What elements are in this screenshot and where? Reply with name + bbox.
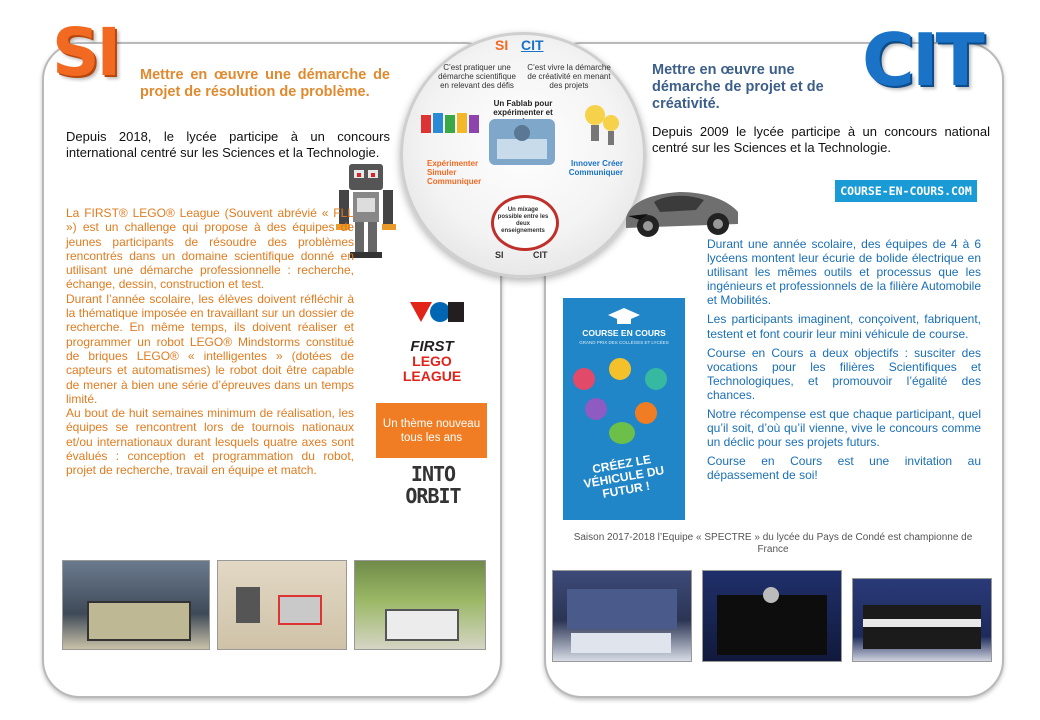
track-shape <box>571 633 671 653</box>
si-intro: Depuis 2018, le lycée participe à un concours international centré sur les Sciences et la Technologie. <box>66 129 390 160</box>
cit-heading: Mettre en œuvre une démarche de projet et de créativité. <box>652 62 824 112</box>
team-shape <box>863 605 981 649</box>
poster-slogan: CRÉEZ LE VÉHICULE DU FUTUR ! <box>582 452 666 501</box>
circle-cit-text: C’est vivre la démarche de créativité en menant des projets <box>527 63 611 90</box>
orbit-logo-orbit: ORBIT <box>405 484 461 508</box>
circle-si-verbs: Expérimenter Simuler Communiquer <box>427 159 482 186</box>
cit-paragraph: Durant une année scolaire, des équipes de 4 à 6 lycéens montent leur écurie de bolide électrique en utilisant les mêmes outils et processus que les ingénieurs et professionnels de la filière Automobile et Mobilités. <box>707 237 981 308</box>
into-orbit-logo <box>400 463 466 517</box>
cit-photo-1 <box>552 570 692 662</box>
robot-shape <box>278 595 322 625</box>
fll-paragraph: Durant l’année scolaire, les élèves doivent réfléchir à la thématique imposée en travaillant sur un dossier de recherche. En même temps, ils doivent réaliser et programmer un robot LEGO® Mindstorms constitué de briques LEGO® « intelligentes » (dotées de capteurs et automatismes) le robot doit être capable de mener à bien une série d’épreuves dans un temps limité. <box>66 291 354 406</box>
circle-center-text: Un mixage possible entre les deux enseignements <box>497 207 549 234</box>
fll-photo-3 <box>354 560 486 650</box>
fll-photo-2 <box>217 560 347 650</box>
poster-bubble-icon <box>573 368 595 390</box>
circle-fablab-text: Un Fablab pour expérimenter et <box>493 99 553 117</box>
cit-big-title: CIT <box>862 18 982 102</box>
si-big-title: SI <box>52 14 119 91</box>
cit-intro: Depuis 2009 le lycée participe à un concours national centré sur les Sciences et la Technologie. <box>652 124 990 155</box>
fll-logo-first: FIRST <box>410 338 454 355</box>
si-heading: Mettre en œuvre une démarche de projet de résolution de problème. <box>140 67 390 100</box>
fll-photo-1 <box>62 560 210 650</box>
cit-photo-2 <box>702 570 842 662</box>
fll-description <box>66 206 354 478</box>
lightbulb-figures-icon <box>581 101 621 149</box>
cit-description <box>707 237 981 488</box>
poster-bubble-icon <box>635 402 657 424</box>
circle-bottom-si: SI <box>495 250 504 260</box>
circle-bottom-cit: CIT <box>533 250 548 260</box>
spectre-caption: Saison 2017-2018 l’Equipe « SPECTRE » du lycée du Pays de Condé est championne de France <box>573 532 973 555</box>
graduation-cap-icon <box>607 306 641 326</box>
cit-paragraph: Notre récompense est que chaque participant, quel qu’il soit, d’où qu’il vienne, vive le concours comme un déclic pour ses projets futurs. <box>707 407 981 450</box>
poster-bubble-icon <box>645 368 667 390</box>
robot-shape <box>236 587 260 623</box>
fll-logo-league: LEAGUE <box>402 368 462 384</box>
team-shape <box>567 589 677 629</box>
field-shape <box>385 609 459 641</box>
poster-bubble-icon <box>585 398 607 420</box>
cit-paragraph: Course en Cours est une invitation au dépassement de soi! <box>707 454 981 483</box>
circle-cit-label: CIT <box>521 37 544 53</box>
circle-si-text: C’est pratiquer une démarche scientifique en relevant des défis <box>438 63 516 90</box>
circle-si-label: SI <box>495 37 509 53</box>
poster-title: COURSE EN COURS <box>582 328 666 338</box>
cit-photo-3 <box>852 578 992 662</box>
team-shape <box>717 595 827 655</box>
course-en-cours-poster <box>563 298 685 520</box>
shirt-shape <box>863 619 981 627</box>
fll-table-shape <box>87 601 191 641</box>
fll-paragraph: Au bout de huit semaines minimum de réalisation, les équipes se rencontrent lors de tournois nationaux et/ou internationaux durant lesquels quatre axes sont évalués : conception et programmation du robot, projet de recherche, travail en équipe et match. <box>66 406 354 478</box>
poster-bubble-icon <box>609 422 635 444</box>
orbit-logo-into: INTO <box>410 462 456 486</box>
cit-paragraph: Les participants imaginent, conçoivent, fabriquent, testent et font courir leur mini véhicule de course. <box>707 312 981 341</box>
fll-logo-lego: LEGO <box>412 353 452 369</box>
first-triangle-icon <box>396 300 468 334</box>
circle-cit-verbs: Innover Créer Communiquer <box>568 159 623 177</box>
mask-shape <box>763 587 779 603</box>
lego-figures-icon <box>419 107 481 137</box>
course-en-cours-link[interactable]: COURSE-EN-COURS.COM <box>835 180 977 202</box>
cit-paragraph: Course en Cours a deux objectifs : susciter des vocations pour les filières Scientifiques et Technologiques, et promouvoir l’égalité des chances. <box>707 345 981 402</box>
poster-bubble-icon <box>609 358 631 380</box>
fablab-photo-icon <box>489 119 555 165</box>
theme-badge: Un thème nouveau tous les ans <box>376 403 487 458</box>
poster-subtitle: GRAND PRIX DES COLLÈGES ET LYCÉES <box>579 340 669 345</box>
first-lego-league-logo <box>396 300 468 382</box>
fll-paragraph: La FIRST® LEGO® League (Souvent abrévié « FLL ») est un challenge qui propose à des équipes de jeunes participants de résoudre des problèmes rencontrés dans un domaine scientifique donné en utilisant une démarche professionnelle : recherche, échange, dessin, construction et test. <box>66 206 354 292</box>
si-cit-diagram <box>400 32 646 278</box>
race-car-image <box>620 184 744 240</box>
